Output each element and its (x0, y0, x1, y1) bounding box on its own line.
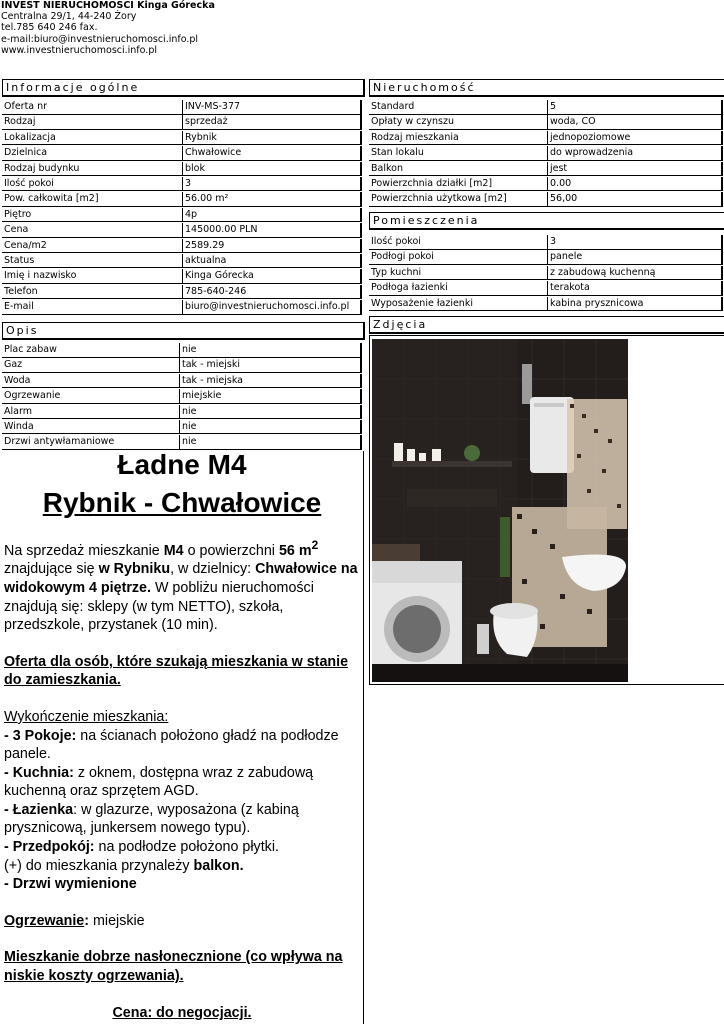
row-label: Rodzaj (2, 115, 182, 130)
table-row (2, 115, 362, 129)
desc-item-doors: - Drzwi wymienione (4, 876, 137, 893)
table-row (2, 239, 362, 253)
table-row (369, 131, 723, 145)
row-value: woda, CO (547, 115, 723, 130)
desc-intro (4, 536, 360, 635)
row-label: Alarm (2, 405, 179, 420)
table-row (2, 146, 362, 160)
row-label: Stan lokalu (369, 146, 547, 161)
row-value: Kinga Górecka (182, 269, 362, 284)
row-label: Plac zabaw (2, 343, 179, 358)
row-value: nie (179, 405, 362, 420)
table-row (369, 146, 723, 160)
row-label: Piętro (2, 208, 182, 223)
bathroom-photo[interactable] (372, 339, 628, 682)
desc-text: na ścianach położono gładź na podłodze panele. (4, 727, 339, 763)
row-value: Chwałowice (182, 146, 362, 161)
table-row (2, 254, 362, 268)
agency-header (1, 0, 215, 56)
section-rooms-title: Pomieszczenia (369, 212, 724, 230)
table-row (2, 405, 362, 419)
row-label: Imię i nazwisko (2, 269, 182, 284)
desc-text: znajdujące się (4, 561, 99, 578)
row-value: jednopoziomowe (547, 131, 723, 146)
row-value: 4p (182, 208, 362, 223)
row-label: Telefon (2, 285, 182, 300)
agency-name: INVEST NIERUCHOMOŚCI Kinga Górecka (1, 0, 215, 11)
row-label: Podłogi pokoi (369, 250, 547, 265)
row-label: Winda (2, 420, 179, 435)
row-value: kabina prysznicowa (547, 297, 723, 312)
table-row (2, 420, 362, 434)
row-value: biuro@investnieruchomosci.info.pl (182, 300, 362, 315)
table-row (369, 297, 723, 311)
opis-table (2, 343, 362, 451)
desc-finish-heading: Wykończenie mieszkania: (4, 708, 169, 725)
table-row (2, 131, 362, 145)
table-row (2, 285, 362, 299)
table-row (369, 100, 723, 114)
table-row (369, 177, 723, 191)
row-value: nie (179, 343, 362, 358)
table-row (369, 162, 723, 176)
row-value: 3 (182, 177, 362, 192)
row-label: Drzwi antywłamaniowe (2, 435, 179, 450)
table-row (2, 177, 362, 191)
row-value: panele (547, 250, 723, 265)
row-value: nie (179, 420, 362, 435)
agency-email[interactable]: e-mail:biuro@investnieruchomosci.info.pl (1, 33, 199, 45)
row-value: nie (179, 435, 362, 450)
rooms-table (369, 235, 723, 312)
table-row (2, 100, 362, 114)
row-value: blok (182, 162, 362, 177)
row-label: Powierzchnia działki [m2] (369, 177, 547, 192)
row-value: 56,00 (547, 192, 723, 207)
row-value: z zabudową kuchenną (547, 266, 723, 281)
desc-bold: m (298, 542, 312, 559)
row-label: Powierzchnia użytkowa [m2] (369, 192, 547, 207)
row-label: Opłaty w czynszu (369, 115, 547, 130)
row-value: tak - miejski (179, 358, 362, 373)
row-label: Cena (2, 223, 182, 238)
table-row (369, 266, 723, 280)
row-label: Ilość pokoi (2, 177, 182, 192)
desc-text: W pobliżu nieruchomości znajdują się: sklepy (w tym NETTO), szkoła, przedszkole, przystanek (10 min). (4, 579, 314, 634)
table-row (2, 389, 362, 403)
row-label: Typ kuchni (369, 266, 547, 281)
table-row (2, 300, 362, 314)
row-label: Pow. całkowita [m2] (2, 192, 182, 207)
row-value: jest (547, 162, 723, 177)
table-row (369, 115, 723, 129)
row-value: aktualna (182, 254, 362, 269)
table-row (369, 250, 723, 264)
row-label: E-mail (2, 300, 182, 315)
agency-address: Centralna 29/1, 44-240 Żory (1, 11, 137, 23)
row-value: miejskie (179, 389, 362, 404)
row-label: Rodzaj mieszkania (369, 131, 547, 146)
desc-bold: - Łazienka (4, 801, 74, 818)
row-label: Ogrzewanie (2, 389, 179, 404)
row-value: 5 (547, 100, 723, 115)
row-value: do wprowadzenia (547, 146, 723, 161)
agency-phone: tel.785 640 246 fax. (1, 22, 98, 34)
row-label: Woda (2, 374, 179, 389)
table-row (2, 374, 362, 388)
row-value: terakota (547, 281, 723, 296)
desc-sup: 2 (311, 538, 319, 552)
row-label: Wyposażenie łazienki (369, 297, 547, 312)
desc-bold: Chwałowice na widokowym 4 piętrze. (4, 561, 358, 596)
desc-sunny: Mieszkanie dobrze nasłonecznione (co wpływa na niskie koszty ogrzewania). (4, 949, 343, 985)
table-row (2, 358, 362, 372)
desc-item-hall (4, 838, 360, 857)
row-label: Dzielnica (2, 146, 182, 161)
table-row (2, 208, 362, 222)
table-row (2, 162, 362, 176)
row-label: Ilość pokoi (369, 235, 547, 250)
row-label: Balkon (369, 162, 547, 177)
desc-text: , w dzielnicy: (170, 561, 256, 578)
agency-www[interactable]: www.investnieruchomosci.info.pl (1, 44, 157, 56)
row-value: 785-640-246 (182, 285, 362, 300)
desc-text: Na sprzedaż mieszkanie (4, 542, 164, 559)
row-label: Gaz (2, 358, 179, 373)
column-divider (363, 451, 364, 1024)
desc-bold: balkon. (193, 857, 244, 874)
description (4, 446, 360, 1022)
general-table (2, 100, 362, 315)
bathroom-photo-image (372, 339, 628, 682)
row-value: 3 (547, 235, 723, 250)
section-general-title: Informacje ogólne (2, 79, 365, 97)
row-value: 2589.29 (182, 239, 362, 254)
desc-bold: - Kuchnia: (4, 764, 74, 781)
table-row (369, 235, 723, 249)
row-value: tak - miejska (179, 374, 362, 389)
table-row (2, 269, 362, 283)
section-property-title: Nieruchomość (369, 79, 724, 97)
row-label: Rodzaj budynku (2, 162, 182, 177)
table-row (2, 192, 362, 206)
desc-bold: 56 (278, 542, 295, 559)
desc-bold: M4 (163, 542, 184, 559)
desc-text: (+) do mieszkania przynależy (4, 857, 194, 874)
row-label: Status (2, 254, 182, 269)
desc-bold: - 3 Pokoje: (4, 727, 77, 744)
desc-subtitle: Rybnik - Chwałowice (42, 487, 322, 518)
desc-text: z oknem, dostępna wraz z zabudową kuchenną oraz sprzętem AGD. (4, 764, 314, 800)
row-value: Rybnik (182, 131, 362, 146)
desc-item-rooms (4, 727, 360, 764)
row-label: Oferta nr (2, 100, 182, 115)
desc-text: o powierzchni (183, 542, 279, 559)
desc-text: miejskie (89, 912, 145, 929)
row-label: Cena/m2 (2, 239, 182, 254)
desc-item-balcony (4, 857, 360, 876)
desc-bold: Ogrzewanie (4, 912, 85, 929)
row-value: 145000.00 PLN (182, 223, 362, 238)
desc-item-kitchen (4, 764, 360, 801)
section-opis-title: Opis (2, 322, 365, 340)
table-row (2, 223, 362, 237)
row-value: 56.00 m² (182, 192, 362, 207)
desc-bold: : (84, 912, 90, 929)
desc-item-bathroom (4, 801, 360, 838)
desc-price-note: Cena: do negocjacji. (112, 1004, 252, 1021)
row-label: Podłoga łazienki (369, 281, 547, 296)
table-row (2, 343, 362, 357)
desc-title: Ładne M4 (117, 449, 247, 480)
row-value: INV-MS-377 (182, 100, 362, 115)
desc-heating (4, 912, 360, 931)
row-label: Standard (369, 100, 547, 115)
desc-bold: - Przedpokój: (4, 839, 95, 856)
desc-text: na podłodze położono płytki. (94, 839, 279, 856)
desc-bold: w Rybniku (98, 561, 171, 578)
table-row (369, 192, 723, 206)
row-value: 0.00 (547, 177, 723, 192)
table-row (369, 281, 723, 295)
row-value: sprzedaż (182, 115, 362, 130)
property-table (369, 100, 723, 208)
section-photos-title: Zdjęcia (369, 316, 724, 334)
desc-text: : w glazurze, wyposażona (z kabiną prysznicową, junkersem nowego typu). (4, 801, 299, 837)
row-label: Lokalizacja (2, 131, 182, 146)
desc-offer: Oferta dla osób, które szukają mieszkania w stanie do zamieszkania. (4, 653, 349, 689)
